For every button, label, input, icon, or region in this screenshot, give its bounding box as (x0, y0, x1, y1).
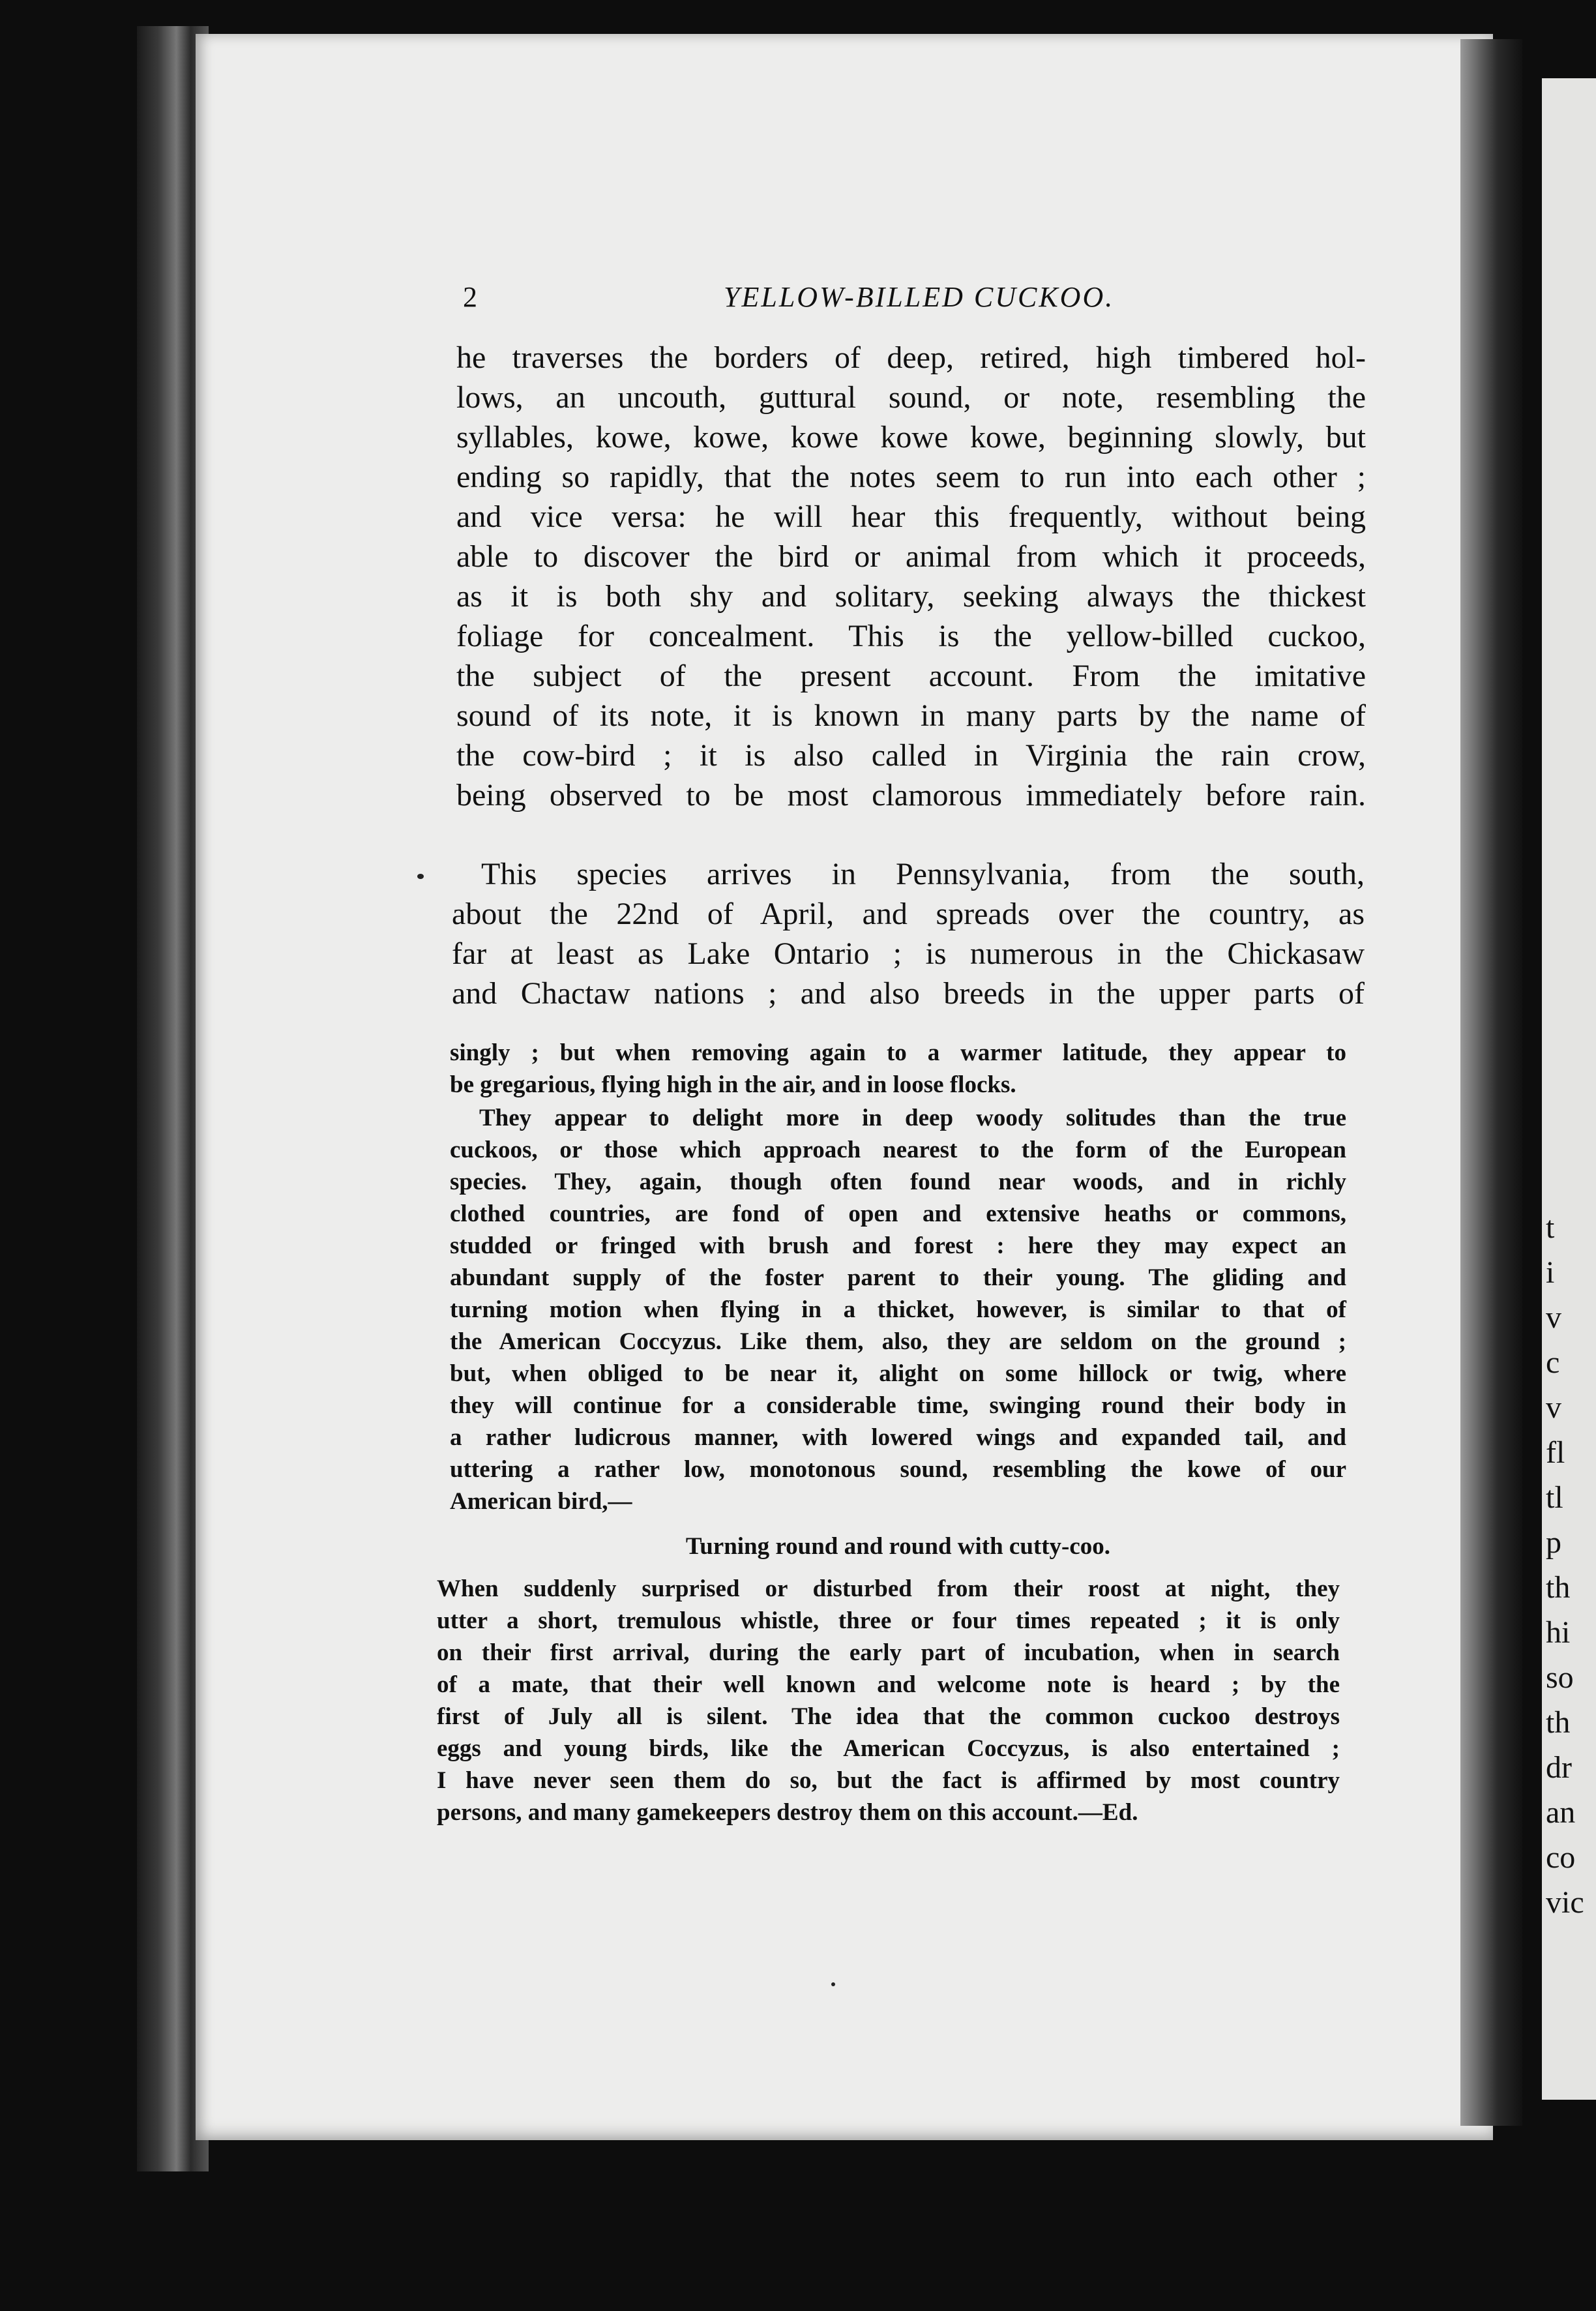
text-line: singly ; but when removing again to a warmer latitude, they appear to (450, 1039, 1346, 1066)
page-header (0, 280, 1596, 320)
text-line: able to discover the bird or animal from which it proceeds, (456, 539, 1366, 574)
facing-page-edge (1542, 78, 1596, 2100)
text-line: species. They, again, though often found near woods, and in richly (450, 1169, 1346, 1195)
main-text-block-2 (452, 854, 1365, 1013)
ink-speck (831, 1982, 835, 1986)
text-line: uttering a rather low, monotonous sound, resembling the kowe of our (450, 1456, 1346, 1483)
facing-page-fragment: th (1546, 1570, 1571, 1605)
text-line: They appear to delight more in deep woody solitudes than the true (479, 1105, 1346, 1131)
text-line: the American Coccyzus. Like them, also, they are seldom on the ground ; (450, 1328, 1346, 1355)
footnote-quote: Turning round and round with cutty-coo. (685, 1533, 1111, 1560)
text-line: This species arrives in Pennsylvania, from the south, (481, 857, 1365, 891)
facing-page-fragment: hi (1546, 1615, 1571, 1650)
facing-page-fragment: c (1546, 1345, 1560, 1380)
facing-page-fragment: co (1546, 1840, 1576, 1875)
running-head: YELLOW-BILLED CUCKOO. (724, 281, 1115, 313)
text-line: on their first arrival, during the early part of incubation, when in search (437, 1639, 1340, 1666)
text-line: abundant supply of the foster parent to their young. The gliding and (450, 1264, 1346, 1291)
ink-speck (417, 874, 424, 879)
text-line: cuckoos, or those which approach nearest to the form of the European (450, 1137, 1346, 1163)
text-line: be gregarious, flying high in the air, and in loose flocks. (450, 1071, 1016, 1098)
text-line: far at least as Lake Ontario ; is numerous in the Chickasaw (452, 936, 1365, 971)
text-line: clothed countries, are fond of open and extensive heaths or commons, (450, 1200, 1346, 1227)
text-line: American bird,— (450, 1488, 632, 1515)
facing-page-fragment: an (1546, 1795, 1576, 1830)
facing-page-fragment: th (1546, 1705, 1571, 1740)
text-line: they will continue for a considerable time, swinging round their body in (450, 1392, 1346, 1419)
text-line: I have never seen them do so, but the fact is affirmed by most country (437, 1767, 1340, 1794)
text-line: he traverses the borders of deep, retired, high timbered hol- (456, 340, 1366, 375)
footnote-paragraph-2 (450, 1102, 1346, 1517)
text-line: eggs and young birds, like the American Coccyzus, is also entertained ; (437, 1735, 1340, 1762)
facing-page-fragment: dr (1546, 1750, 1572, 1785)
text-line: the cow-bird ; it is also called in Virginia the rain crow, (456, 738, 1366, 773)
facing-page-fragment: i (1546, 1255, 1555, 1290)
text-line: foliage for concealment. This is the yellow-billed cuckoo, (456, 619, 1366, 653)
facing-page-fragment: t (1546, 1210, 1555, 1245)
text-line: studded or fringed with brush and forest : here they may expect an (450, 1232, 1346, 1259)
text-line: and vice versa: he will hear this frequently, without being (456, 499, 1366, 534)
text-line: lows, an uncouth, guttural sound, or note, resembling the (456, 380, 1366, 415)
text-line: turning motion when flying in a thicket, however, is similar to that of (450, 1296, 1346, 1323)
text-line: and Chactaw nations ; and also breeds in the upper parts of (452, 976, 1365, 1011)
footnote-paragraph-3 (437, 1573, 1340, 1828)
footnote-paragraph-1 (450, 1037, 1346, 1101)
facing-page-fragment: v (1546, 1300, 1561, 1335)
facing-page-fragment: fl (1546, 1435, 1565, 1470)
text-line: When suddenly surprised or disturbed from their roost at night, they (437, 1575, 1340, 1602)
main-text-block (456, 338, 1366, 815)
text-line: sound of its note, it is known in many parts by the name of (456, 698, 1366, 733)
text-line: syllables, kowe, kowe, kowe kowe kowe, beginning slowly, but (456, 420, 1366, 455)
page-gutter-shadow (1460, 39, 1522, 2126)
text-line: utter a short, tremulous whistle, three or four times repeated ; it is only (437, 1607, 1340, 1634)
text-line: the subject of the present account. From the imitative (456, 659, 1366, 693)
text-line: ending so rapidly, that the notes seem to run into each other ; (456, 460, 1366, 494)
text-line: about the 22nd of April, and spreads over the country, as (452, 897, 1365, 931)
facing-page-fragment: v (1546, 1390, 1561, 1425)
page-number: 2 (463, 281, 477, 313)
facing-page-fragment: tl (1546, 1480, 1563, 1515)
text-line: of a mate, that their well known and welcome note is heard ; by the (437, 1671, 1340, 1698)
text-line: persons, and many gamekeepers destroy them on this account.—Ed. (437, 1799, 1138, 1826)
facing-page-fragment: so (1546, 1660, 1574, 1695)
text-line: but, when obliged to be near it, alight on some hillock or twig, where (450, 1360, 1346, 1387)
text-line: first of July all is silent. The idea that the common cuckoo destroys (437, 1703, 1340, 1730)
facing-page-fragment: p (1546, 1525, 1561, 1560)
text-line: as it is both shy and solitary, seeking always the thickest (456, 579, 1366, 614)
text-line: being observed to be most clamorous immediately before rain. (456, 778, 1366, 813)
text-line: a rather ludicrous manner, with lowered wings and expanded tail, and (450, 1424, 1346, 1451)
facing-page-fragment: vic (1546, 1885, 1584, 1920)
